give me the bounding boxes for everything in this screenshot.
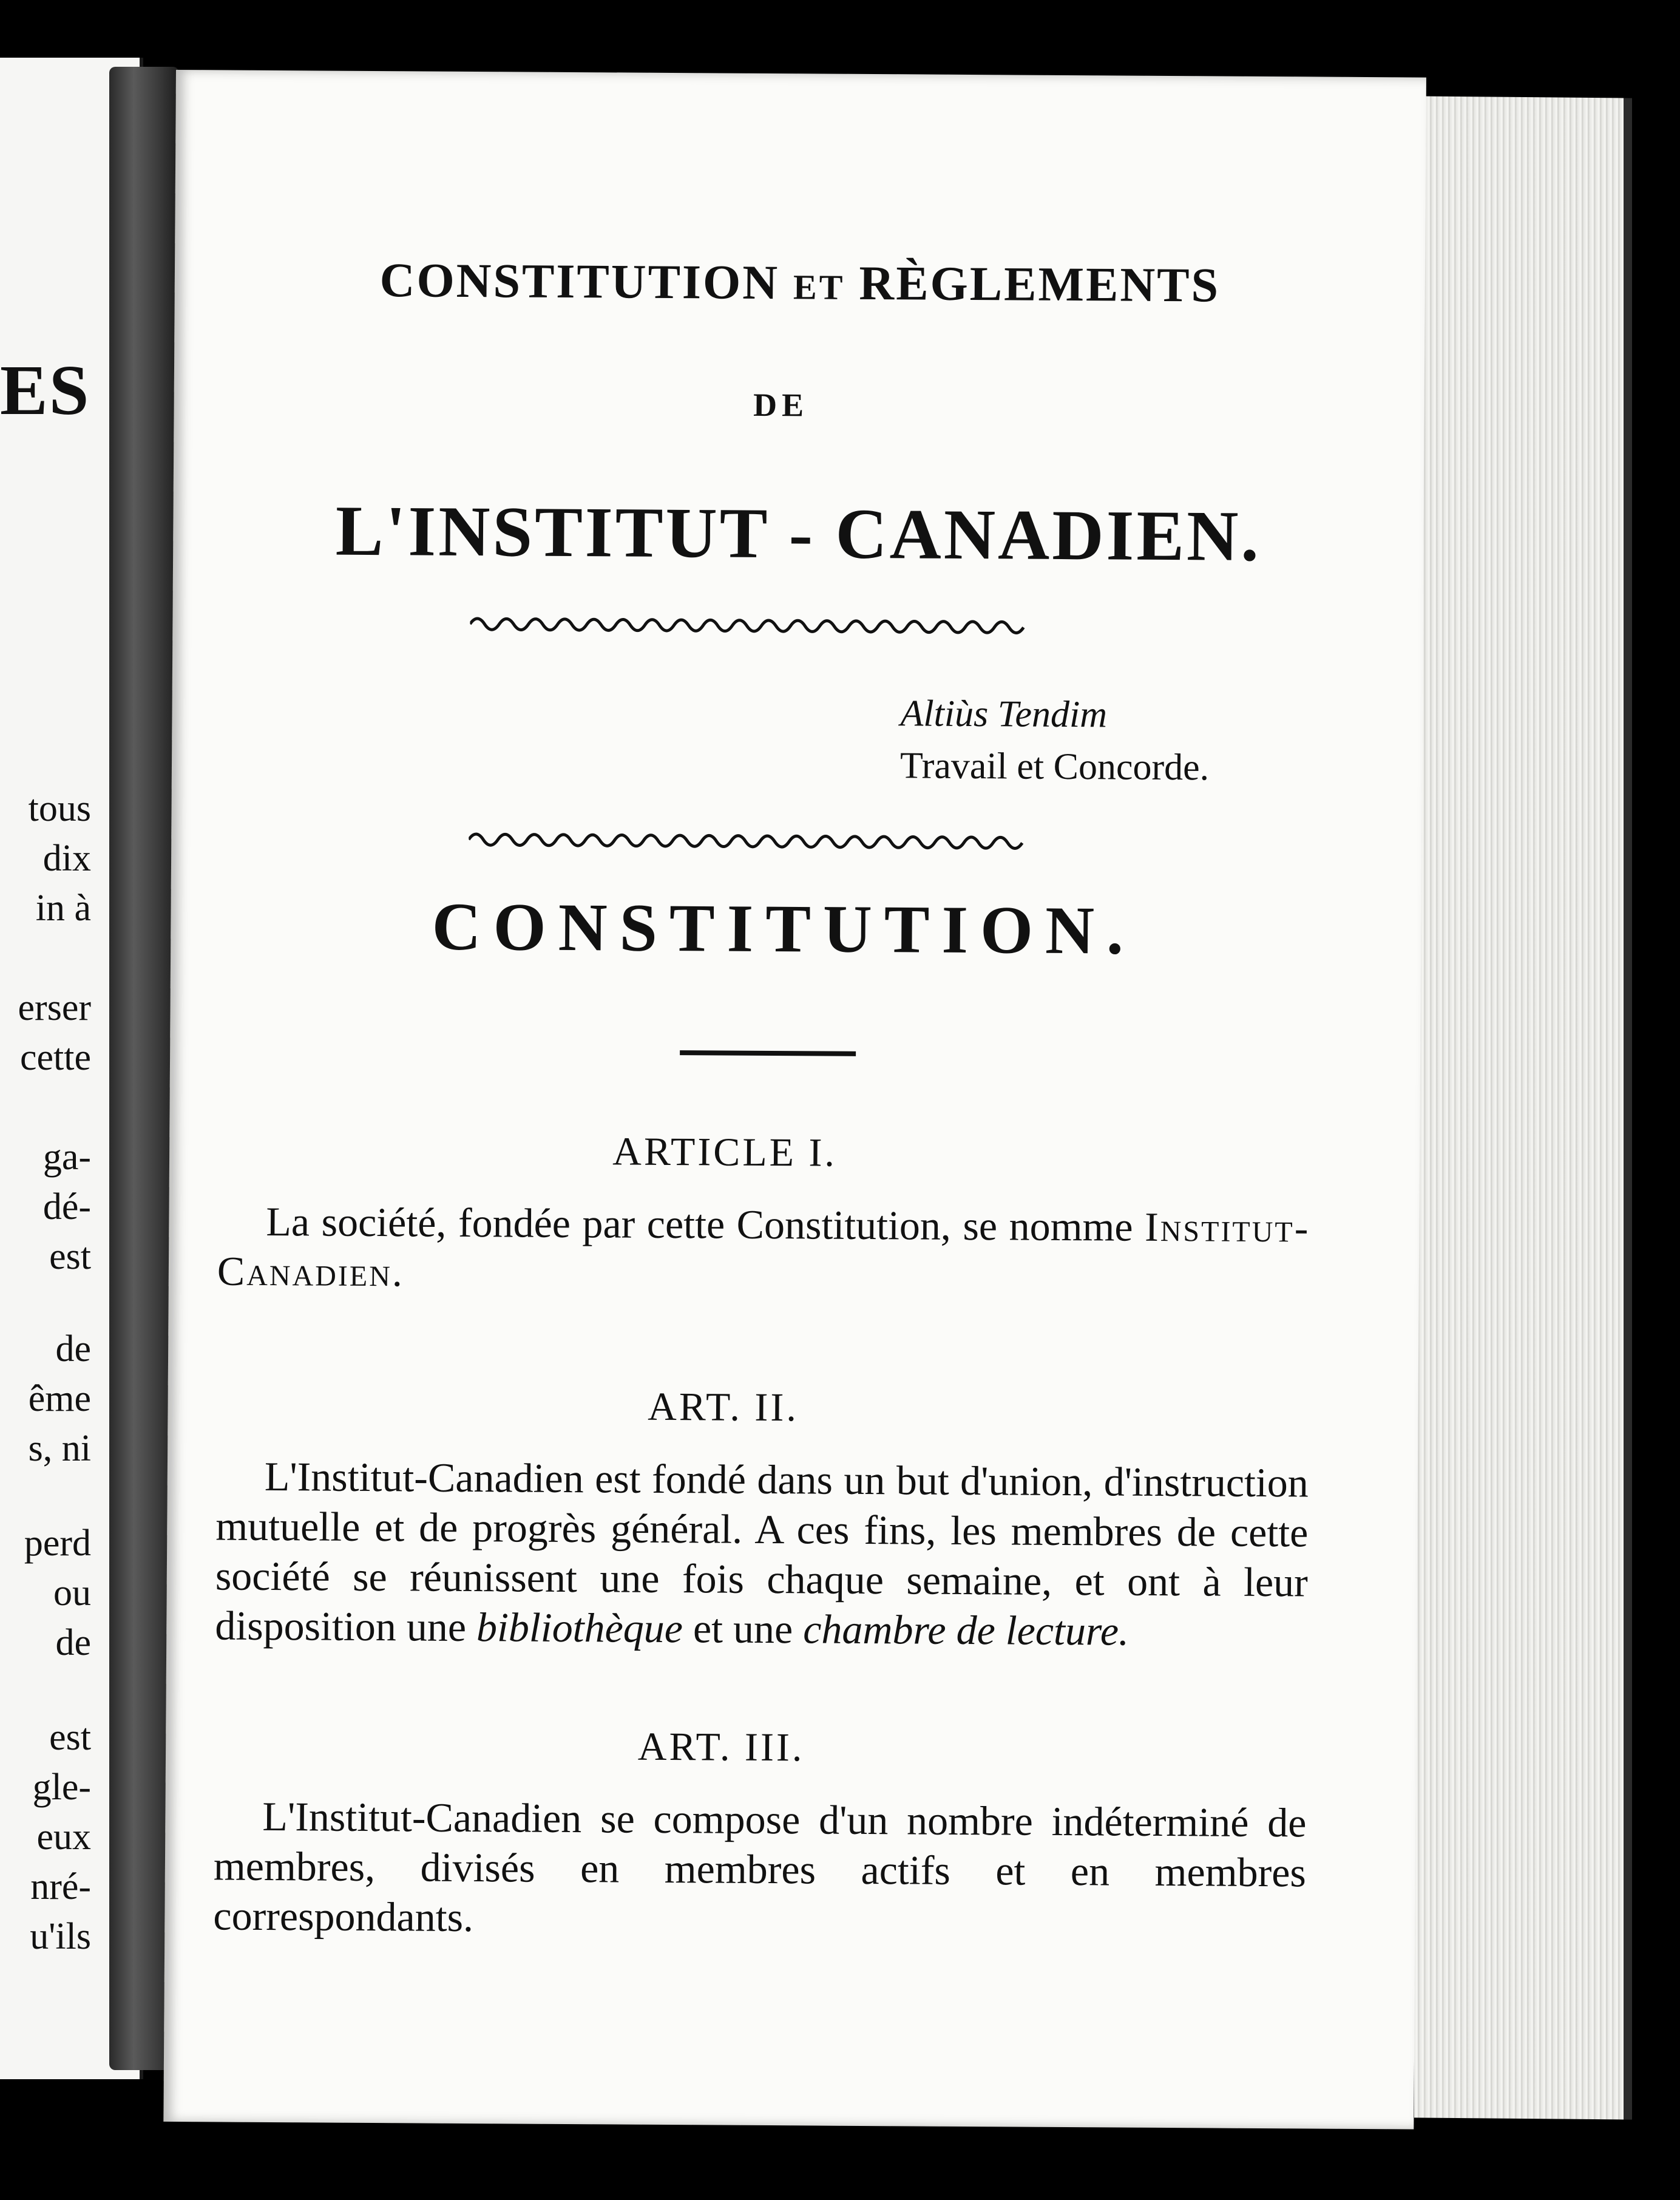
left-line-fragment: dé- xyxy=(42,1186,91,1227)
left-page-heading: ES xyxy=(0,350,90,430)
article-3-title: ART. III. xyxy=(637,1724,805,1770)
motto-french: Travail et Concorde. xyxy=(899,745,1210,789)
left-line-fragment: tous xyxy=(28,788,91,829)
left-line-fragment: de xyxy=(55,1328,91,1370)
article-2-title: ART. II. xyxy=(648,1384,799,1430)
left-line-fragment: u'ils xyxy=(30,1916,91,1957)
article-2-chambre: chambre de lecture. xyxy=(802,1606,1130,1654)
left-line-fragment: ou xyxy=(53,1572,91,1614)
book-fore-edge xyxy=(1414,96,1632,2119)
left-line-fragment: perd xyxy=(24,1523,91,1564)
title-line-2: DE xyxy=(753,386,809,424)
article-1-society-name: Institut-Canadien. xyxy=(217,1203,1310,1295)
left-line-fragment: de xyxy=(55,1622,91,1663)
title-line-1 xyxy=(175,252,1426,315)
left-line-fragment: eux xyxy=(36,1816,91,1858)
left-line-fragment: gle- xyxy=(32,1767,91,1808)
left-line-fragment: s, ni xyxy=(28,1428,91,1469)
right-page xyxy=(163,70,1426,2130)
left-line-fragment: est xyxy=(49,1717,91,1758)
left-line-fragment: ême xyxy=(28,1378,91,1419)
left-line-fragment: erser xyxy=(18,987,91,1028)
article-2-conjunction: et une xyxy=(693,1605,793,1652)
article-1-text xyxy=(217,1196,1310,1302)
left-line-fragment: in à xyxy=(35,888,91,929)
article-2-text xyxy=(215,1451,1309,1657)
motto xyxy=(900,687,1386,795)
title-reglements: RÈGLEMENTS xyxy=(859,256,1221,313)
article-2-body: L'Institut-Canadien est fondé dans un but d'union, d'instruction mutuelle et de progrès général. A ces fins, les membres de cette société se réunissent une fois chaque semaine, et ont à leur disposition une xyxy=(215,1453,1309,1650)
title-conjunction: ET xyxy=(793,267,845,307)
ornamental-squiggle-divider xyxy=(470,606,1052,646)
article-1-title: ARTICLE I. xyxy=(612,1129,838,1175)
motto-latin: Altiùs Tendim xyxy=(900,693,1108,736)
left-line-fragment: dix xyxy=(42,838,91,879)
article-1-body: La société, fondée par cette Constitution, se nomme xyxy=(266,1198,1133,1250)
title-institut: L'INSTITUT - CANADIEN. xyxy=(335,491,1262,576)
left-line-fragment: est xyxy=(49,1236,91,1277)
ornamental-squiggle-divider xyxy=(469,821,1051,861)
title-constitution: CONSTITUTION xyxy=(379,254,780,310)
left-line-fragment: nré- xyxy=(30,1866,91,1907)
article-3-text: L'Institut-Canadien se compose d'un nombre indéterminé de membres, divisés en membres actifs et en membres correspondants. xyxy=(213,1793,1307,1941)
left-line-fragment: ga- xyxy=(42,1136,91,1178)
section-heading: CONSTITUTION. xyxy=(432,889,1136,969)
article-2-bibliotheque: bibliothèque xyxy=(476,1604,683,1652)
left-line-fragment: cette xyxy=(19,1037,91,1078)
horizontal-rule xyxy=(680,1050,856,1056)
